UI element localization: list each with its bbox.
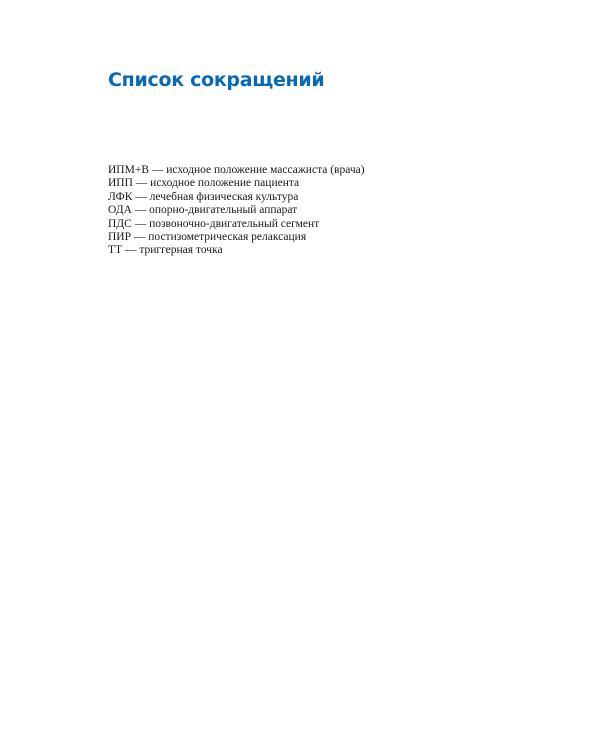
abbreviation-meaning: постизометрическая релаксация <box>148 231 307 244</box>
abbreviation-term: ПИР <box>108 231 132 244</box>
abbreviation-item <box>108 218 365 231</box>
abbreviation-item <box>108 177 365 190</box>
abbreviation-dash: — <box>131 217 150 230</box>
abbreviation-term: ЛФК <box>108 190 133 203</box>
abbreviation-dash: — <box>132 177 151 190</box>
abbreviation-term: ОДА <box>108 204 132 217</box>
abbreviation-dash: — <box>122 244 140 257</box>
abbreviation-meaning: триггерная точка <box>139 244 223 257</box>
abbreviation-dash: — <box>132 190 150 203</box>
abbreviation-item <box>108 231 365 244</box>
abbreviation-item <box>108 164 365 177</box>
abbreviation-item <box>108 191 365 204</box>
abbreviation-item <box>108 204 365 217</box>
abbreviation-meaning: позвоночно-двигательный сегмент <box>149 217 320 230</box>
abbreviation-dash: — <box>131 231 149 244</box>
abbreviation-meaning: исходное положение массажиста (врача) <box>166 164 365 176</box>
abbreviation-list <box>108 164 365 258</box>
page-title: Список сокращений <box>108 69 325 91</box>
abbreviation-term: ПДС <box>108 217 132 230</box>
abbreviation-meaning: лечебная физическая культура <box>149 190 299 203</box>
abbreviation-term: ИПП <box>108 177 133 190</box>
abbreviation-term: ИПМ+В <box>108 164 149 176</box>
abbreviation-item <box>108 244 365 257</box>
abbreviation-meaning: исходное положение пациента <box>150 177 300 190</box>
abbreviation-dash: — <box>131 204 150 217</box>
abbreviation-dash: — <box>149 164 167 176</box>
abbreviation-term: ТТ <box>108 244 123 257</box>
abbreviation-meaning: опорно-двигательный аппарат <box>149 204 298 217</box>
